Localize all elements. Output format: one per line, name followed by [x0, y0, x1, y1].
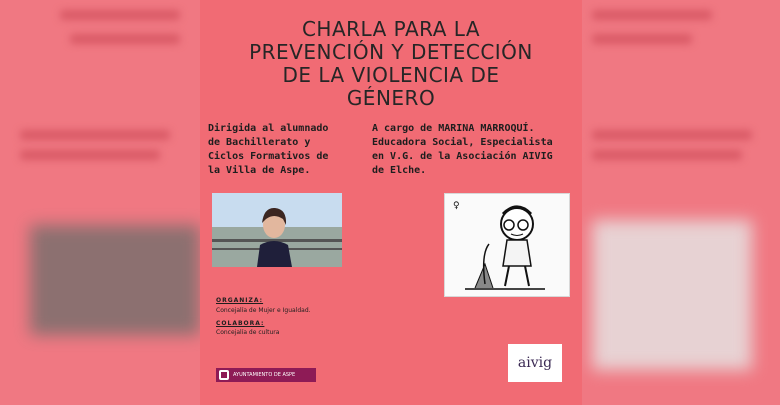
blurred-text — [70, 34, 180, 44]
blurred-background-left — [0, 0, 200, 405]
text-line: Dirigida al alumnado — [208, 123, 329, 134]
comic-illustration-image — [445, 194, 569, 296]
colabora-value: Concejalía de cultura — [216, 329, 280, 336]
text-line: A cargo de MARINA MARROQUÍ. — [372, 123, 535, 134]
blurred-text — [592, 150, 742, 160]
organiza-label: ORGANIZA: — [216, 297, 264, 304]
svg-text:♀: ♀ — [453, 201, 460, 211]
blurred-illustration — [592, 220, 752, 370]
text-line: de Bachillerato y — [208, 137, 311, 148]
title-line: DE LA VIOLENCIA DE — [282, 63, 500, 87]
text-line: de Elche. — [372, 165, 427, 176]
title-line: PREVENCIÓN Y DETECCIÓN — [249, 40, 533, 64]
text-line: la Villa de Aspe. — [208, 165, 311, 176]
audience-text — [208, 122, 328, 178]
blurred-text — [592, 34, 692, 44]
blurred-text — [20, 130, 170, 140]
title-line: GÉNERO — [346, 86, 436, 110]
poster-title — [200, 18, 582, 110]
title-line: CHARLA PARA LA — [301, 17, 481, 41]
speaker-photo-image — [212, 193, 342, 267]
speaker-photo — [212, 193, 342, 267]
blurred-text — [60, 10, 180, 20]
blurred-text — [20, 150, 160, 160]
organiza-value: Concejalía de Mujer e Igualdad. — [216, 307, 311, 314]
ayuntamiento-label: AYUNTAMIENTO DE ASPE — [233, 372, 296, 378]
comic-illustration — [444, 193, 570, 297]
colabora-label: COLABORA: — [216, 320, 265, 327]
text-line: Educadora Social, Especialista — [372, 137, 553, 148]
blurred-photo — [30, 225, 200, 335]
blurred-text — [592, 130, 752, 140]
blurred-background-right — [582, 0, 780, 405]
aivig-logo — [508, 344, 562, 382]
text-line: Ciclos Formativos de — [208, 151, 329, 162]
text-line: en V.G. de la Asociación AIVIG — [372, 151, 553, 162]
aivig-logo-text: aivig — [517, 355, 553, 371]
coat-of-arms-icon — [219, 370, 229, 380]
event-poster — [200, 0, 582, 405]
speaker-text — [372, 122, 553, 178]
ayuntamiento-logo — [216, 368, 316, 382]
blurred-text — [592, 10, 712, 20]
